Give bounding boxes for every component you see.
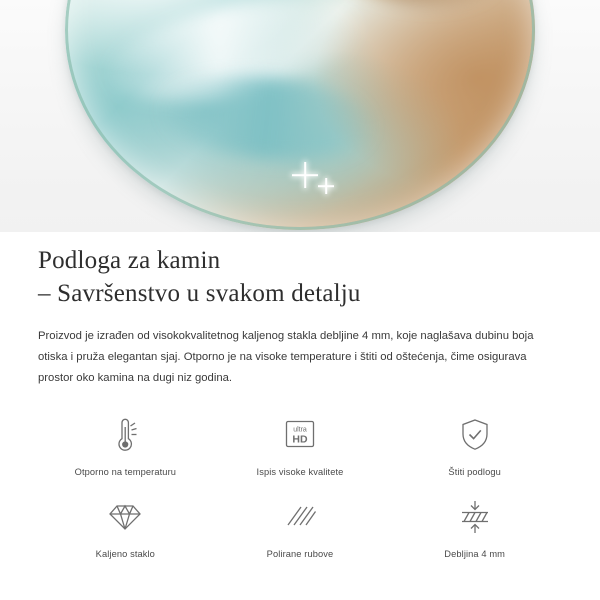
feature-label: Otporno na temperaturu	[74, 467, 177, 477]
plate-streak-gold	[259, 0, 520, 31]
feature-item-print-quality	[213, 413, 388, 477]
plate-streak-teal	[155, 67, 378, 169]
feature-label: Štiti podlogu	[448, 467, 501, 477]
hero-image	[0, 0, 600, 232]
svg-text:ultra: ultra	[293, 426, 307, 434]
polished-edges-icon	[276, 495, 324, 539]
ultra-hd-icon	[276, 413, 324, 457]
feature-item-polished-edges	[213, 495, 388, 559]
thickness-arrows-icon	[451, 495, 499, 539]
feature-label: Ispis visoke kvalitete	[256, 467, 344, 477]
feature-grid	[38, 413, 562, 559]
headline-line-1: Podloga za kamin	[38, 247, 221, 274]
thermometer-icon	[101, 413, 149, 457]
content-area	[0, 232, 600, 559]
feature-item-thickness	[387, 495, 562, 559]
svg-text:HD: HD	[292, 433, 308, 446]
diamond-icon	[101, 495, 149, 539]
headline-line-2: – Savršenstvo u svakom detalju	[38, 280, 361, 307]
feature-label: Debljina 4 mm	[444, 549, 506, 559]
feature-label: Polirane rubove	[266, 549, 334, 559]
description-paragraph: Proizvod je izrađen od visokokvalitetnog kaljenog stakla debljine 4 mm, koje naglašava dubinu boja otiska i pruža elegantan sjaj. Otporno je na visoke temperature i štiti od oštećenja, čime osigurava prostor oko kamina na dugi niz godina.	[38, 330, 534, 384]
feature-label: Kaljeno staklo	[95, 549, 155, 559]
feature-item-protects-surface	[387, 413, 562, 477]
shield-check-icon	[451, 413, 499, 457]
page-title	[38, 232, 562, 310]
feature-item-tempered-glass	[38, 495, 213, 559]
feature-item-temperature	[38, 413, 213, 477]
plate-streak-white	[96, 0, 367, 120]
